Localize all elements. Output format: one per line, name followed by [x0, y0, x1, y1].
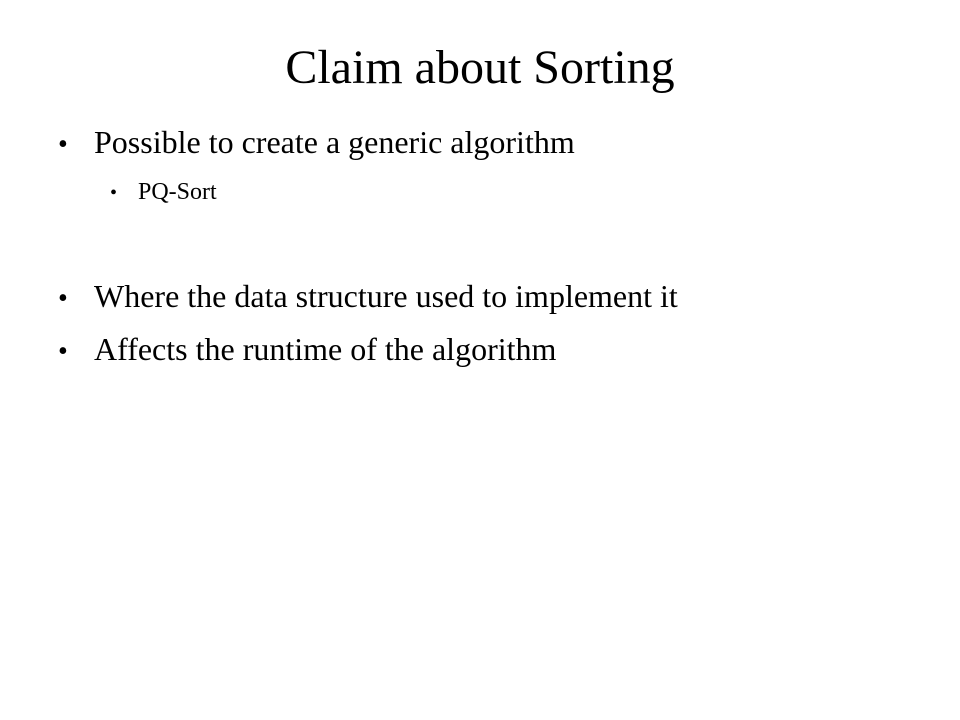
bullet-icon: •	[58, 283, 68, 314]
bullet-text: Where the data structure used to implement it	[94, 278, 678, 314]
bullet-text: Possible to create a generic algorithm	[94, 124, 575, 160]
bullet-icon: •	[58, 129, 68, 160]
bullet-icon: •	[58, 336, 68, 367]
bullet-item	[58, 276, 678, 319]
bullet-item	[58, 329, 556, 372]
sub-bullet-item	[110, 177, 217, 208]
bullet-item	[58, 122, 575, 165]
bullet-text: Affects the runtime of the algorithm	[94, 331, 557, 367]
bullet-icon: •	[110, 182, 118, 204]
sub-bullet-text: PQ-Sort	[138, 179, 217, 205]
slide-title: Claim about Sorting	[285, 41, 675, 94]
